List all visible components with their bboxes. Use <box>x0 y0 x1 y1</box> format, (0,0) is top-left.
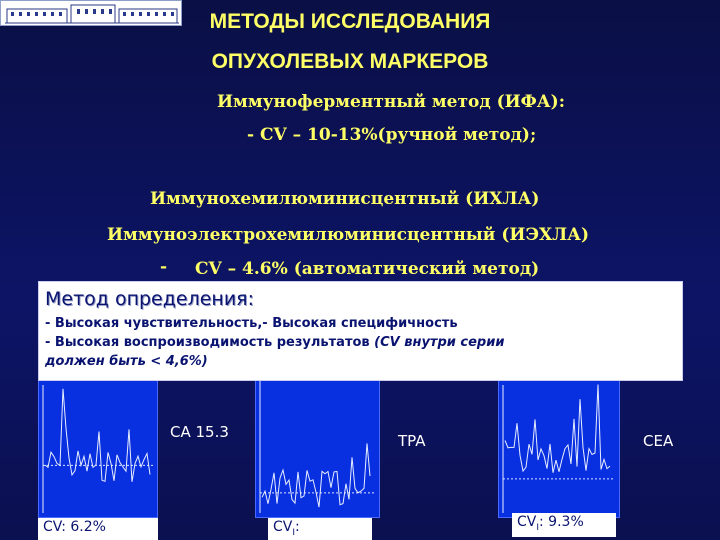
auto-method-cv: CV – 4.6% (автоматический метод) <box>195 259 540 279</box>
chart-label-cea: CEA <box>643 432 674 450</box>
ifa-cv: - CV – 10-13%(ручной метод); <box>247 125 537 145</box>
cv-value-ca153: CV: 6.2% <box>43 519 106 535</box>
cv-box-cea <box>512 513 616 537</box>
qc-trace <box>262 443 370 507</box>
panel-line3 <box>45 352 676 371</box>
qc-chart-ca153 <box>38 380 158 518</box>
bullet-dash: - <box>160 257 168 277</box>
panel-line3-italic: должен быть < 4,6%) <box>45 354 208 369</box>
panel-line2 <box>45 333 676 352</box>
qc-chart-cea <box>498 380 620 518</box>
cv-suffix-tpa: : <box>295 519 300 535</box>
panel-line2-text: - Высокая воспроизводимость результатов <box>45 335 375 350</box>
cv-suffix-cea: : 9.3% <box>539 514 584 530</box>
ifa-title: Иммуноферментный метод (ИФА): <box>217 92 565 112</box>
cv-sub-tpa: I <box>292 527 296 538</box>
panel-heading: Метод определения: <box>45 288 255 310</box>
iehla-method: Иммуноэлектрохемилюминисцентный (ИЭХЛА) <box>107 225 590 245</box>
cv-label-cea: CV <box>517 514 537 530</box>
panel-line1: - Высокая чувствительность,- Высокая специфичность <box>45 316 458 331</box>
method-panel <box>38 281 683 381</box>
page-title-line1: МЕТОДЫ ИССЛЕДОВАНИЯ <box>209 10 491 33</box>
chart-label-tpa: TPA <box>398 432 426 450</box>
ihla-method: Иммунохемилюминисцентный (ИХЛА) <box>150 189 540 209</box>
cv-box-tpa <box>268 518 372 540</box>
page-title-line2: ОПУХОЛЕВЫХ МАРКЕРОВ <box>211 50 489 73</box>
cv-sub-cea: I <box>536 522 540 533</box>
chart-label-ca153: CA 15.3 <box>170 423 229 441</box>
cv-box-ca153 <box>38 518 158 540</box>
qc-trace <box>45 389 150 482</box>
panel-line2-italic: (CV внутри серии <box>374 335 505 350</box>
cv-label-tpa: CV <box>273 519 293 535</box>
qc-trace <box>505 385 610 473</box>
